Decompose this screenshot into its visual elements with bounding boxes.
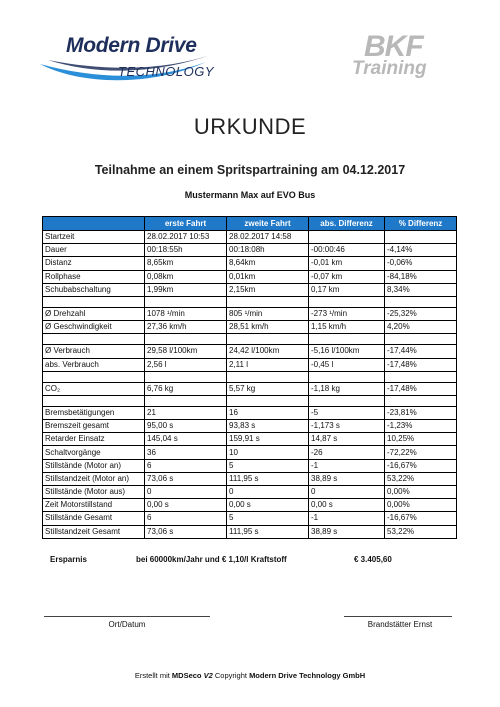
first-run-value: 95,00 s xyxy=(145,420,227,433)
spacer-cell xyxy=(145,334,227,345)
abs-difference: -26 xyxy=(309,446,385,459)
first-run-value: 6,76 kg xyxy=(145,382,227,395)
pct-difference: 10,25% xyxy=(385,433,457,446)
page-title: URKUNDE xyxy=(193,114,307,139)
second-run-value: 111,95 s xyxy=(227,525,309,538)
spacer-cell xyxy=(145,371,227,382)
abs-difference: -1,18 kg xyxy=(309,382,385,395)
spacer-cell xyxy=(227,371,309,382)
pct-difference: -4,14% xyxy=(385,244,457,257)
table-row xyxy=(43,283,457,296)
table-row xyxy=(43,472,457,485)
row-label: Stillstände (Motor an) xyxy=(43,459,145,472)
pct-difference: -1,23% xyxy=(385,420,457,433)
savings-value: € 3.405,60 xyxy=(354,555,392,564)
second-run-value: 16 xyxy=(227,406,309,419)
pct-difference: 8,34% xyxy=(385,283,457,296)
first-run-value: 6 xyxy=(145,512,227,525)
pct-difference: -17,48% xyxy=(385,382,457,395)
second-run-value: 10 xyxy=(227,446,309,459)
row-label: Bremszeit gesamt xyxy=(43,420,145,433)
participant-name: Mustermann Max auf EVO Bus xyxy=(184,190,316,200)
pct-difference: -17,44% xyxy=(385,345,457,358)
row-label: Rollphase xyxy=(43,270,145,283)
footer-company: Modern Drive Technology GmbH xyxy=(249,671,366,680)
first-run-value: 73,06 s xyxy=(145,525,227,538)
second-run-value: 2,15km xyxy=(227,283,309,296)
second-run-value: 8,64km xyxy=(227,257,309,270)
second-run-value: 00:18:08h xyxy=(227,244,309,257)
table-row xyxy=(43,358,457,371)
abs-difference: 1,15 km/h xyxy=(309,321,385,334)
first-run-value: 0 xyxy=(145,486,227,499)
pct-difference: -17,48% xyxy=(385,358,457,371)
pct-difference: -16,67% xyxy=(385,512,457,525)
logo-subtitle: TECHNOLOGY xyxy=(118,64,215,79)
trainer-name-label: Brandstätter Ernst xyxy=(367,620,433,629)
second-run-value: 2,11 l xyxy=(227,358,309,371)
table-row xyxy=(43,307,457,320)
table-row xyxy=(43,382,457,395)
first-run-value: 8,65km xyxy=(145,257,227,270)
abs-difference: -0,07 km xyxy=(309,270,385,283)
table-row xyxy=(43,244,457,257)
row-label: Stillstandzeit (Motor an) xyxy=(43,472,145,485)
column-header: zweite Fahrt xyxy=(227,217,309,231)
row-label: abs. Verbrauch xyxy=(43,358,145,371)
table-row xyxy=(43,433,457,446)
first-run-value: 29,58 l/100km xyxy=(145,345,227,358)
spacer-cell xyxy=(309,296,385,307)
first-run-value: 1078 ¹/min xyxy=(145,307,227,320)
row-label: Stillstandzeit Gesamt xyxy=(43,525,145,538)
table-row xyxy=(43,486,457,499)
signature-line-left xyxy=(44,616,210,617)
spacer-cell xyxy=(309,371,385,382)
row-label: Dauer xyxy=(43,244,145,257)
abs-difference: -1 xyxy=(309,459,385,472)
spacer-cell xyxy=(385,296,457,307)
first-run-value: 73,06 s xyxy=(145,472,227,485)
table-row xyxy=(43,499,457,512)
abs-difference: 0,00 s xyxy=(309,499,385,512)
savings-label: Ersparnis xyxy=(50,555,87,564)
spacer-cell xyxy=(227,296,309,307)
abs-difference: -5,16 l/100km xyxy=(309,345,385,358)
first-run-value: 36 xyxy=(145,446,227,459)
pct-difference: -23,81% xyxy=(385,406,457,419)
column-header xyxy=(43,217,145,231)
spacer-cell xyxy=(43,334,145,345)
table-row xyxy=(43,512,457,525)
pct-difference: 53,22% xyxy=(385,472,457,485)
second-run-value: 5 xyxy=(227,459,309,472)
spacer-cell xyxy=(227,395,309,406)
abs-difference: -1 xyxy=(309,512,385,525)
table-row xyxy=(43,446,457,459)
pct-difference: -0,06% xyxy=(385,257,457,270)
pct-difference: -72,22% xyxy=(385,446,457,459)
second-run-value: 5,57 kg xyxy=(227,382,309,395)
second-run-value: 111,95 s xyxy=(227,472,309,485)
footer-version: V2 xyxy=(203,671,213,680)
spacer-cell xyxy=(385,334,457,345)
first-run-value: 145,04 s xyxy=(145,433,227,446)
first-run-value: 2,56 l xyxy=(145,358,227,371)
place-date-label: Ort/Datum xyxy=(108,620,146,629)
first-run-value: 0,08km xyxy=(145,270,227,283)
savings-detail: bei 60000km/Jahr und € 1,10/l Kraftstoff xyxy=(136,555,287,564)
row-label: Bremsbetätigungen xyxy=(43,406,145,419)
table-body xyxy=(43,231,457,539)
table-row xyxy=(43,257,457,270)
results-table xyxy=(42,216,457,539)
row-label: Schubabschaltung xyxy=(43,283,145,296)
second-run-value: 0 xyxy=(227,486,309,499)
spacer-row xyxy=(43,334,457,345)
footer-product: MDSeco xyxy=(171,671,202,680)
spacer-cell xyxy=(145,395,227,406)
spacer-row xyxy=(43,371,457,382)
spacer-cell xyxy=(145,296,227,307)
abs-difference: 0,17 km xyxy=(309,283,385,296)
abs-difference: 38,89 s xyxy=(309,525,385,538)
bkf-logo-line2: Training xyxy=(352,58,427,79)
table-row xyxy=(43,459,457,472)
training-subtitle: Teilnahme an einem Spritspartraining am 04.12.2017 xyxy=(94,163,406,177)
pct-difference: -25,32% xyxy=(385,307,457,320)
spacer-cell xyxy=(43,371,145,382)
abs-difference: 0 xyxy=(309,486,385,499)
second-run-value: 0,00 s xyxy=(227,499,309,512)
row-label: Stillstände (Motor aus) xyxy=(43,486,145,499)
table-row xyxy=(43,345,457,358)
table-row xyxy=(43,406,457,419)
spacer-cell xyxy=(385,371,457,382)
table-row xyxy=(43,321,457,334)
spacer-cell xyxy=(43,395,145,406)
logo-name: Modern Drive xyxy=(66,34,197,57)
column-header: % Differenz xyxy=(385,217,457,231)
second-run-value: 28,51 km/h xyxy=(227,321,309,334)
abs-difference: -0,45 l xyxy=(309,358,385,371)
row-label: Schaltvorgänge xyxy=(43,446,145,459)
second-run-value: 0,01km xyxy=(227,270,309,283)
pct-difference: -84,18% xyxy=(385,270,457,283)
second-run-value: 28.02.2017 14:58 xyxy=(227,231,309,244)
first-run-value: 1,99km xyxy=(145,283,227,296)
second-run-value: 805 ¹/min xyxy=(227,307,309,320)
first-run-value: 0,00 s xyxy=(145,499,227,512)
row-label: Ø Verbrauch xyxy=(43,345,145,358)
row-label: Stillstände Gesamt xyxy=(43,512,145,525)
abs-difference: -1,173 s xyxy=(309,420,385,433)
abs-difference: -5 xyxy=(309,406,385,419)
column-header: abs. Differenz xyxy=(309,217,385,231)
abs-difference: 14,87 s xyxy=(309,433,385,446)
spacer-cell xyxy=(385,395,457,406)
footer-prefix: Erstellt mit xyxy=(134,671,172,680)
abs-difference xyxy=(309,231,385,244)
column-header: erste Fahrt xyxy=(145,217,227,231)
pct-difference xyxy=(385,231,457,244)
pct-difference: -16,67% xyxy=(385,459,457,472)
spacer-cell xyxy=(309,334,385,345)
pct-difference: 53,22% xyxy=(385,525,457,538)
spacer-cell xyxy=(309,395,385,406)
table-row xyxy=(43,231,457,244)
second-run-value: 24,42 l/100km xyxy=(227,345,309,358)
pct-difference: 0,00% xyxy=(385,486,457,499)
first-run-value: 21 xyxy=(145,406,227,419)
spacer-row xyxy=(43,395,457,406)
table-header-row xyxy=(43,217,457,231)
row-label: Ø Drehzahl xyxy=(43,307,145,320)
row-label: Distanz xyxy=(43,257,145,270)
row-label: CO₂ xyxy=(43,382,145,395)
footer-credit xyxy=(0,671,500,680)
row-label: Zeit Motorstillstand xyxy=(43,499,145,512)
abs-difference: -273 ¹/min xyxy=(309,307,385,320)
signature-line-right xyxy=(344,616,452,617)
spacer-cell xyxy=(43,296,145,307)
bkf-logo-line1: BKF xyxy=(364,30,423,63)
abs-difference: 38,89 s xyxy=(309,472,385,485)
footer-middle: Copyright xyxy=(212,671,250,680)
row-label: Retarder Einsatz xyxy=(43,433,145,446)
table-row xyxy=(43,420,457,433)
first-run-value: 6 xyxy=(145,459,227,472)
first-run-value: 00:18:55h xyxy=(145,244,227,257)
second-run-value: 159,91 s xyxy=(227,433,309,446)
table-row xyxy=(43,525,457,538)
spacer-cell xyxy=(227,334,309,345)
second-run-value: 93,83 s xyxy=(227,420,309,433)
row-label: Startzeit xyxy=(43,231,145,244)
spacer-row xyxy=(43,296,457,307)
modern-drive-logo xyxy=(38,30,228,86)
abs-difference: -0,01 km xyxy=(309,257,385,270)
bkf-training-logo xyxy=(348,30,458,86)
first-run-value: 28.02.2017 10:53 xyxy=(145,231,227,244)
row-label: Ø Geschwindigkeit xyxy=(43,321,145,334)
second-run-value: 5 xyxy=(227,512,309,525)
first-run-value: 27,36 km/h xyxy=(145,321,227,334)
abs-difference: -00:00:46 xyxy=(309,244,385,257)
pct-difference: 4,20% xyxy=(385,321,457,334)
pct-difference: 0,00% xyxy=(385,499,457,512)
table-row xyxy=(43,270,457,283)
